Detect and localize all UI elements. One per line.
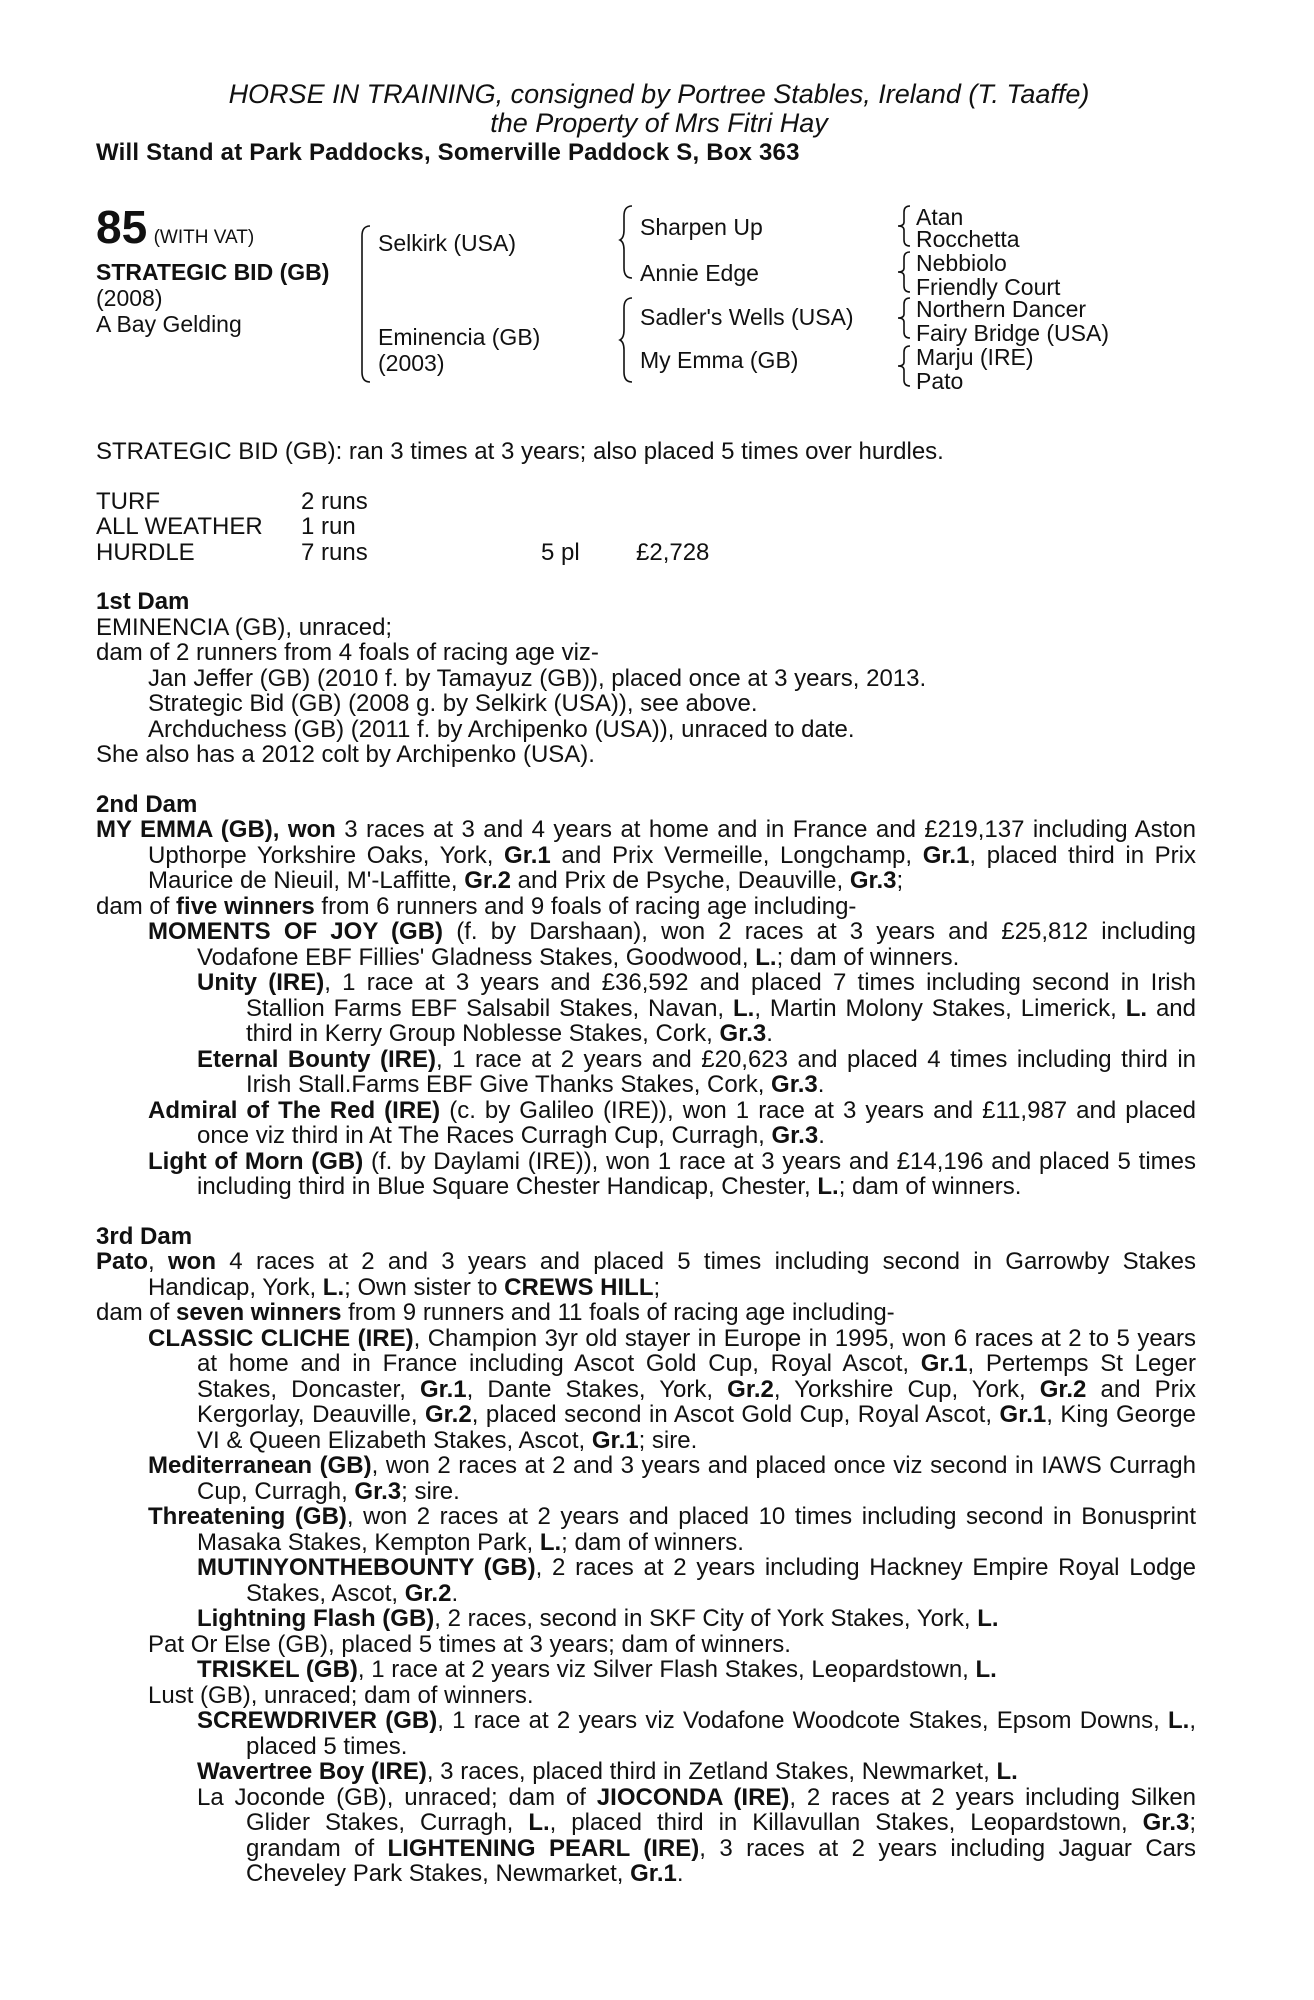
third-dam-section bbox=[96, 1224, 1196, 1887]
pedigree-brace-7 bbox=[896, 344, 912, 390]
produce-line: Strategic Bid (GB) (2008 g. by Selkirk (USA)), see above. bbox=[148, 690, 758, 717]
produce-line: Lightning Flash (GB), 2 races, second in SKF City of York Stakes, York, L. bbox=[197, 1605, 999, 1632]
section-heading: 2nd Dam bbox=[96, 790, 198, 818]
produce-line: Jan Jeffer (GB) (2010 f. by Tamayuz (GB)), placed once at 3 years, 2013. bbox=[148, 664, 927, 692]
produce-note: She also has a 2012 colt by Archipenko (USA). bbox=[96, 741, 595, 768]
dam-entry: MY EMMA (GB), won 3 races at 3 and 4 years at home and in France and £219,137 including Aston Upthorpe Yorkshire Oaks, York, Gr.1 and Prix Vermeille, Longchamp, Gr.1, placed third in Prix Maurice de Nieuil, M'-Laffitte, Gr.2 and Prix de Psyche, Deauville, Gr.3; bbox=[96, 816, 1196, 894]
location-line: Will Stand at Park Paddocks, Somerville Paddock S, Box 363 bbox=[96, 139, 800, 166]
produce-line: Unity (IRE), 1 race at 3 years and £36,592 and placed 7 times including second in Irish Stallion Farms EBF Salsabil Stakes, Navan, L., Martin Molony Stakes, Limerick, L. and third in Kerry Group Noblesse Stakes, Cork, Gr.3. bbox=[197, 969, 1196, 1047]
produce-line: La Joconde (GB), unraced; dam of JIOCONDA (IRE), 2 races at 2 years including Silken Glider Stakes, Curragh, L., placed third in Killavullan Stakes, Leopardstown, Gr.3; grandam of LIGHTENING PEARL (IRE), 3 races at 2 years including Jaguar Cars Cheveley Park Stakes, Newmarket, Gr.1. bbox=[197, 1783, 1197, 1887]
section-heading: 1st Dam bbox=[96, 588, 190, 615]
sire-sire: Sharpen Up bbox=[640, 214, 763, 240]
horse-description: A Bay Gelding bbox=[96, 311, 242, 337]
dam: Eminencia (GB) bbox=[378, 324, 541, 350]
dam-entry: Pato, won 4 races at 2 and 3 years and placed 5 times including second in Garrowby Stakes Handicap, York, L.; Own sister to CREWS HILL; bbox=[96, 1248, 1196, 1301]
foaling-year: (2008) bbox=[96, 285, 163, 311]
race-summary: STRATEGIC BID (GB): ran 3 times at 3 years; also placed 5 times over hurdles. bbox=[96, 438, 944, 465]
owner-line: the Property of Mrs Fitri Hay bbox=[490, 108, 828, 138]
produce-line: SCREWDRIVER (GB), 1 race at 2 years viz Vodafone Woodcote Stakes, Epsom Downs, L., placed 5 times. bbox=[197, 1707, 1196, 1760]
produce-line: Wavertree Boy (IRE), 3 races, placed third in Zetland Stakes, Newmarket, L. bbox=[197, 1758, 1018, 1785]
pedigree-block bbox=[96, 201, 1196, 439]
gg-northern-dancer: Northern Dancer bbox=[916, 296, 1087, 322]
produce-line: Eternal Bounty (IRE), 1 race at 2 years and £20,623 and placed 4 times including third in Irish Stall.Farms EBF Give Thanks Stakes, Cork, Gr.3. bbox=[197, 1045, 1196, 1098]
dam-year: (2003) bbox=[378, 350, 445, 376]
pedigree-brace-6 bbox=[896, 296, 912, 342]
produce-line: MUTINYONTHEBOUNTY (GB), 2 races at 2 years including Hackney Empire Royal Lodge Stakes, Ascot, Gr.2. bbox=[197, 1554, 1196, 1607]
lot-number: 85 bbox=[96, 201, 148, 253]
consignor-line: HORSE IN TRAINING, consigned by Portree Stables, Ireland (T. Taaffe) bbox=[228, 79, 1090, 109]
sire: Selkirk (USA) bbox=[378, 230, 517, 256]
pedigree-brace-2 bbox=[620, 204, 636, 280]
pedigree-brace-3 bbox=[620, 296, 636, 384]
second-dam-section bbox=[96, 792, 1196, 1200]
produce-line: Mediterranean (GB), won 2 races at 2 and 3 years and placed once viz second in IAWS Curragh Cup, Curragh, Gr.3; sire. bbox=[148, 1452, 1196, 1505]
lot-info bbox=[96, 201, 346, 337]
gg-atan: Atan bbox=[916, 204, 964, 230]
sire-dam: Annie Edge bbox=[640, 260, 759, 286]
record-row: HURDLE 7 runs 5 pl £2,728 bbox=[96, 538, 710, 566]
dam-sire: Sadler's Wells (USA) bbox=[640, 304, 854, 330]
pedigree-brace-4 bbox=[896, 204, 912, 248]
produce-line: TRISKEL (GB), 1 race at 2 years viz Silver Flash Stakes, Leopardstown, L. bbox=[197, 1656, 997, 1683]
produce-line: MOMENTS OF JOY (GB) (f. by Darshaan), won 2 races at 3 years and £25,812 including Vodafone EBF Fillies' Gladness Stakes, Goodwood, L.; dam of winners. bbox=[148, 918, 1196, 971]
produce-summary: dam of seven winners from 9 runners and 11 foals of racing age including- bbox=[96, 1299, 895, 1326]
gg-nebbiolo: Nebbiolo bbox=[916, 250, 1007, 276]
gg-rocchetta: Rocchetta bbox=[916, 226, 1020, 252]
produce-summary: dam of 2 runners from 4 foals of racing age viz- bbox=[96, 639, 599, 666]
vat-note: (WITH VAT) bbox=[153, 227, 255, 248]
produce-line: Threatening (GB), won 2 races at 2 years and placed 10 times including second in Bonusprint Masaka Stakes, Kempton Park, L.; dam of winners. bbox=[148, 1503, 1196, 1556]
produce-line: Pat Or Else (GB), placed 5 times at 3 years; dam of winners. bbox=[148, 1630, 791, 1658]
produce-line: Lust (GB), unraced; dam of winners. bbox=[148, 1681, 534, 1709]
catalogue-page bbox=[96, 80, 1196, 1887]
pedigree-brace-1 bbox=[358, 224, 372, 384]
first-dam-section bbox=[96, 589, 1196, 768]
pedigree-brace-5 bbox=[896, 250, 912, 296]
horse-name: STRATEGIC BID (GB) bbox=[96, 259, 330, 285]
race-record-table bbox=[96, 489, 1196, 566]
dam-entry: EMINENCIA (GB), unraced; bbox=[96, 613, 393, 641]
produce-line: Admiral of The Red (IRE) (c. by Galileo (IRE)), won 1 race at 3 years and £11,987 and placed once viz third in At The Races Curragh Cup, Curragh, Gr.3. bbox=[148, 1096, 1196, 1149]
dam-dam: My Emma (GB) bbox=[640, 347, 799, 373]
produce-line: Archduchess (GB) (2011 f. by Archipenko (USA)), unraced to date. bbox=[148, 715, 855, 743]
record-row: TURF 2 runs bbox=[96, 487, 368, 515]
gg-pato: Pato bbox=[916, 368, 964, 394]
produce-line: Light of Morn (GB) (f. by Daylami (IRE)), won 1 race at 3 years and £14,196 and placed 5 times including third in Blue Square Chester Handicap, Chester, L.; dam of winners. bbox=[148, 1147, 1196, 1200]
section-heading: 3rd Dam bbox=[96, 1222, 193, 1250]
gg-marju: Marju (IRE) bbox=[916, 344, 1034, 370]
produce-summary: dam of five winners from 6 runners and 9 foals of racing age including- bbox=[96, 892, 857, 920]
gg-friendly-court: Friendly Court bbox=[916, 274, 1061, 300]
gg-fairy-bridge: Fairy Bridge (USA) bbox=[916, 320, 1109, 346]
produce-line: CLASSIC CLICHE (IRE), Champion 3yr old stayer in Europe in 1995, won 6 races at 2 to 5 years at home and in France including Ascot Gold Cup, Royal Ascot, Gr.1, Pertemps St Leger Stakes, Doncaster, Gr.1, Dante Stakes, York, Gr.2, Yorkshire Cup, York, Gr.2 and Prix Kergorlay, Deauville, Gr.2, placed second in Ascot Gold Cup, Royal Ascot, Gr.1, King George VI & Queen Elizabeth Stakes, Ascot, Gr.1; sire. bbox=[148, 1324, 1197, 1454]
record-row: ALL WEATHER 1 run bbox=[96, 513, 356, 540]
